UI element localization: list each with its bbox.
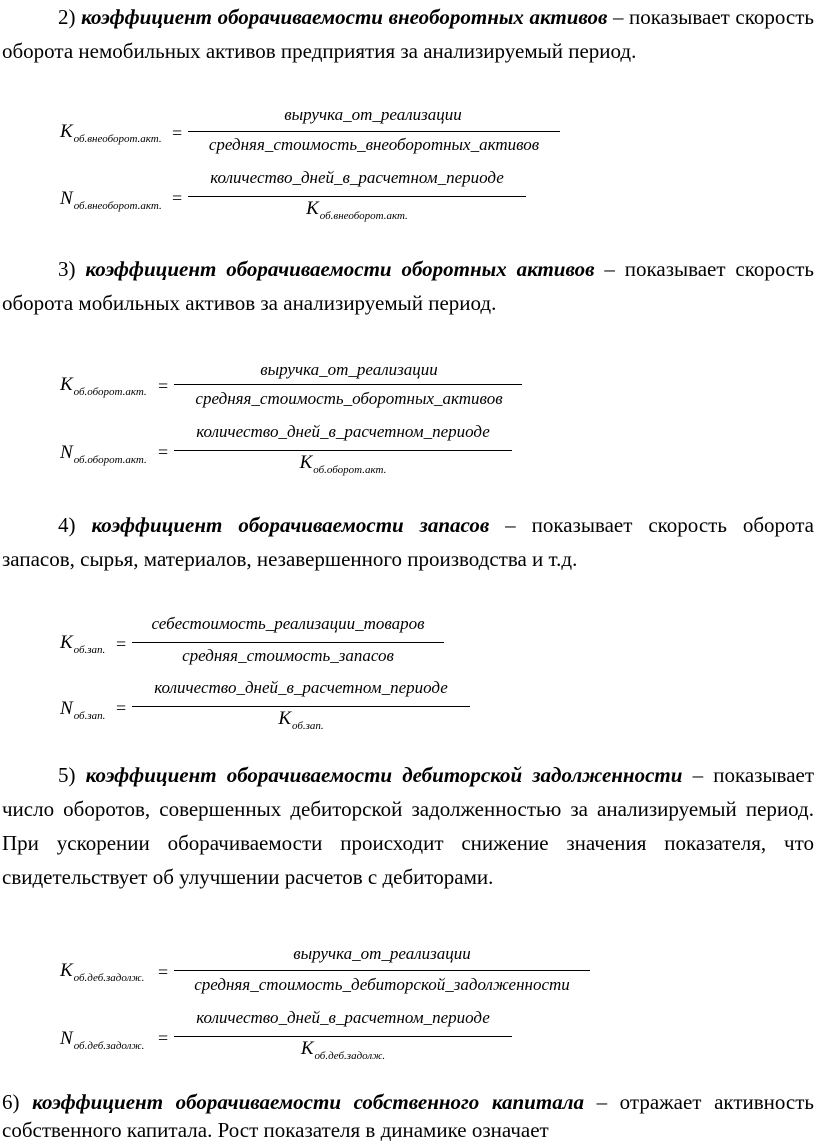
paragraph-item-3: 3) коэффициент оборачиваемости оборотных активов – показывает скорость оборота мобильных активов за анализируемый период. (2, 257, 814, 315)
formula-n-zap: $N_{об.зап.}$ = количество_дней_в_расчетном_периоде $К_{об.зап.}$ (60, 678, 480, 744)
formula-k-zap: $К_{об.зап.}$ = себестоимость_реализации_товаров средняя_стоимость_запасов (60, 614, 480, 674)
formula-k-vneoborot: $К_{об.внеоборот.акт.}$ = выручка_от_реализации средняя_стоимость_внеоборотных_активов (60, 105, 580, 165)
formula-k-deb: $К_{об.деб.задолж.}$ = выручка_от_реализации средняя_стоимость_дебиторской_задолженности (60, 944, 600, 1004)
term-item-3: коэффициент оборачиваемости оборотных активов (85, 257, 595, 281)
term-item-6: коэффициент оборачиваемости собственного капитала (32, 1090, 584, 1114)
formula-n-oborot: $N_{об.оборот.акт.}$ = количество_дней_в_расчетном_периоде $К_{об.оборот.акт.}$ (60, 422, 540, 488)
desc-item-4: – показывает скорость оборота запасов, сырья, материалов, незавершенного производства и т.д. (2, 513, 815, 571)
term-item-5: коэффициент оборачиваемости дебиторской задолженности (85, 763, 683, 787)
term-item-2: коэффициент оборачиваемости внеоборотных активов (81, 5, 608, 29)
formula-n-deb: $N_{об.деб.задолж.}$ = количество_дней_в_расчетном_периоде $К_{об.деб.задолж.}$ (60, 1008, 600, 1074)
paragraph-item-4: 4) коэффициент оборачиваемости запасов – показывает скорость оборота запасов, сырья, материалов, незавершенного производства и т.д. (2, 513, 815, 571)
paragraph-item-6: 6) коэффициент оборачиваемости собственного капитала – отражает активность собственного капитала. Рост показателя в динамике означает (2, 1090, 814, 1142)
desc-item-3: – показывает скорость оборота мобильных активов за анализируемый период. (2, 257, 814, 315)
desc-item-6: – отражает активность собственного капитала. Рост показателя в динамике означает (2, 1090, 814, 1142)
desc-item-5: – показывает число оборотов, совершенных дебиторской задолженностью за анализируемый период. При ускорении оборачиваемости происходит снижение значения показателя, что свидетельствует об улучшении расчетов с дебиторами. (2, 763, 815, 889)
desc-item-2: – показывает скорость оборота немобильных активов предприятия за анализируемый период. (2, 5, 814, 63)
formula-k-oborot: $К_{об.оборот.акт.}$ = выручка_от_реализации средняя_стоимость_оборотных_активов (60, 360, 540, 420)
formula-n-vneoborot: $N_{об.внеоборот.акт.}$ = количество_дней_в_расчетном_периоде $К_{об.внеоборот.акт.}$ (60, 168, 580, 234)
paragraph-item-2: 2) коэффициент оборачиваемости внеоборотных активов – показывает скорость оборота немобильных активов предприятия за анализируемый период. (2, 5, 814, 63)
paragraph-item-5: 5) коэффициент оборачиваемости дебиторской задолженности – показывает число оборотов, совершенных дебиторской задолженностью за анализируемый период. При ускорении оборачиваемости происходит снижение значения показателя, что свидетельствует об улучшении расчетов с дебиторами. (2, 763, 815, 889)
term-item-4: коэффициент оборачиваемости запасов (91, 513, 490, 537)
